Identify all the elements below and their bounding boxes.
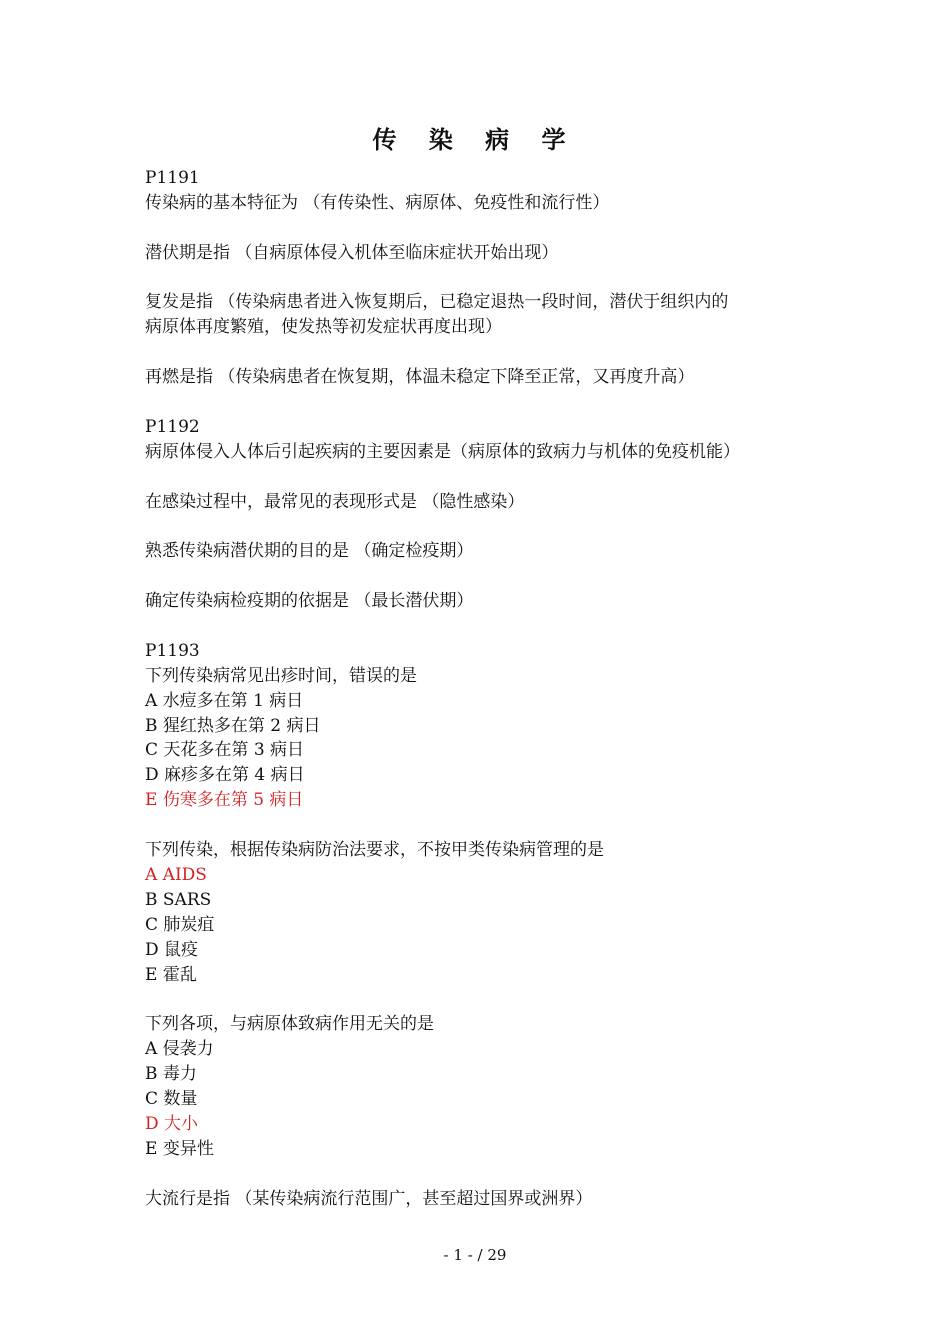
page-reference: P1191 xyxy=(145,168,200,188)
question-text: 熟悉传染病潜伏期的目的是 （确定检疫期） xyxy=(145,541,474,562)
spacer xyxy=(145,514,825,539)
question-stem: 下列各项，与病原体致病作用无关的是 xyxy=(145,1014,434,1035)
question-stem: 下列传染，根据传染病防治法要求，不按甲类传染病管理的是 xyxy=(145,840,604,861)
answer-option: B 毒力 xyxy=(145,1064,197,1085)
question-text: 在感染过程中，最常见的表现形式是 （隐性感染） xyxy=(145,491,525,512)
question-text: 大流行是指 （某传染病流行范围广，甚至超过国界或洲界） xyxy=(145,1188,593,1209)
answer-option: E 霍乱 xyxy=(145,964,197,985)
question-text: 确定传染病检疫期的依据是 （最长潜伏期） xyxy=(145,591,474,612)
correct-answer-option: E 伤寒多在第 5 病日 xyxy=(145,790,304,811)
spacer xyxy=(145,465,825,490)
page-title: 传 染 病 学 xyxy=(372,125,578,154)
question-text: 复发是指 （传染病患者进入恢复期后，已稳定退热一段时间，潜伏于组织内的 xyxy=(145,292,729,313)
correct-answer-option: A AIDS xyxy=(145,864,207,885)
answer-option: C 数量 xyxy=(145,1088,198,1109)
answer-option: C 肺炭疽 xyxy=(145,914,215,935)
spacer xyxy=(145,564,825,589)
question-text: 传染病的基本特征为 （有传染性、病原体、免疫性和流行性） xyxy=(145,192,610,213)
answer-option: D 麻疹多在第 4 病日 xyxy=(145,765,305,786)
page-content xyxy=(145,166,825,1211)
spacer xyxy=(145,1162,825,1187)
question-text: 病原体侵入人体后引起疾病的主要因素是（病原体的致病力与机体的免疫机能） xyxy=(145,441,740,462)
answer-option: B SARS xyxy=(145,889,212,910)
question-text: 潜伏期是指 （自病原体侵入机体至临床症状开始出现） xyxy=(145,242,559,263)
spacer xyxy=(145,813,825,838)
spacer xyxy=(145,614,825,639)
answer-option: B 猩红热多在第 2 病日 xyxy=(145,715,321,736)
spacer xyxy=(145,390,825,415)
page-number: - 1 - / 29 xyxy=(443,1246,507,1264)
question-text-continued: 病原体再度繁殖，使发热等初发症状再度出现） xyxy=(145,317,502,338)
answer-option: A 水痘多在第 1 病日 xyxy=(145,690,304,711)
spacer xyxy=(145,987,825,1012)
answer-option: E 变异性 xyxy=(145,1138,214,1159)
answer-option: D 鼠疫 xyxy=(145,939,199,960)
question-stem: 下列传染病常见出疹时间，错误的是 xyxy=(145,665,417,686)
page-reference: P1193 xyxy=(145,640,200,661)
spacer xyxy=(145,340,825,365)
spacer xyxy=(145,266,825,291)
question-text: 再燃是指 （传染病患者在恢复期，体温未稳定下降至正常，又再度升高） xyxy=(145,367,695,388)
correct-answer-option: D 大小 xyxy=(145,1113,199,1134)
answer-option: A 侵袭力 xyxy=(145,1039,214,1060)
answer-option: C 天花多在第 3 病日 xyxy=(145,740,305,761)
page-reference: P1192 xyxy=(145,416,200,437)
spacer xyxy=(145,216,825,241)
